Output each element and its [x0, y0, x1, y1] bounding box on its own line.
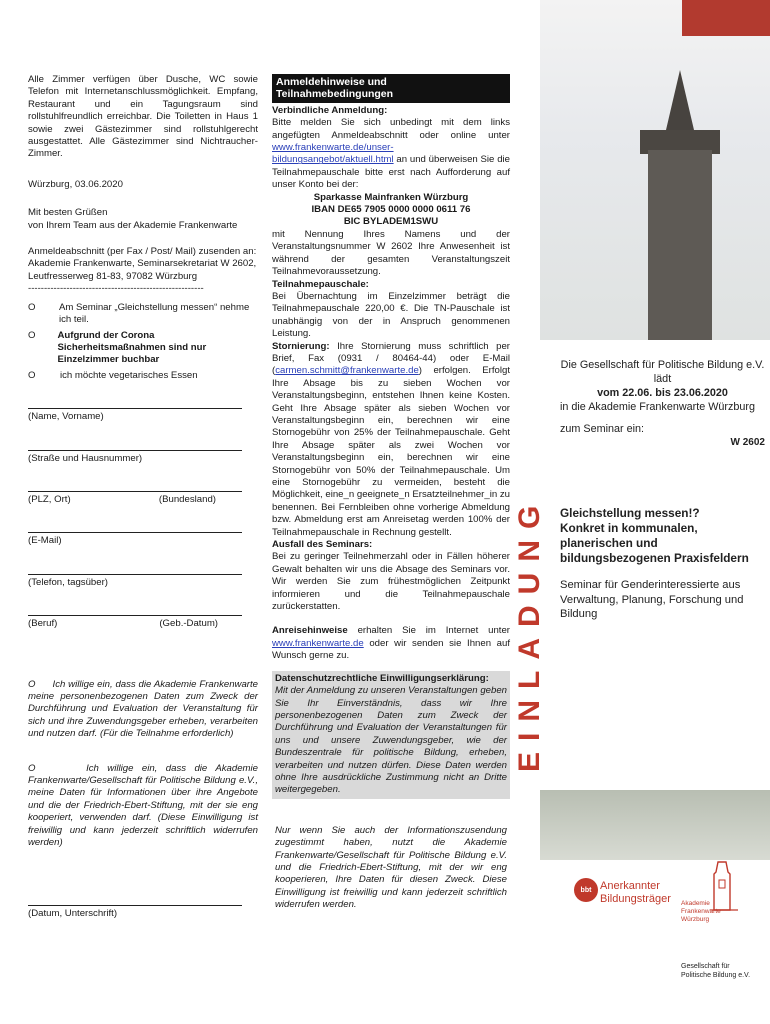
consent-2[interactable]: [28, 763, 258, 850]
checkbox-marker[interactable]: O: [28, 329, 36, 341]
state-label: (Bundesland): [158, 493, 216, 505]
arrival-text-1: erhalten Sie im Internet unter: [357, 625, 510, 637]
privacy-text: Mit der Anmeldung zu unseren Veranstaltungen geben Sie Ihr Einverständnis, dass wir Ihre personenbezogenen Daten zum Zweck der Durchführung und Evaluation der Veranstaltungen für uns und unsere Zuwendungsgeber, wie der Bundeszentrale für politische Bildung, erheben, verarbeiten und nutzen dürfen. Diese Daten werden ohne Ihre ausdrückliche Zustimmung nicht an Dritte weitergegeben.: [275, 685, 507, 796]
gesellschaft-line-2: Politische Bildung e.V.: [681, 972, 751, 979]
checkbox-marker[interactable]: O: [28, 369, 36, 381]
plz-field[interactable]: [28, 465, 242, 492]
garden-photo: [540, 790, 770, 860]
checkbox-marker[interactable]: O: [28, 678, 36, 690]
birth-label: (Geb.-Datum): [159, 618, 218, 630]
consent-1[interactable]: [28, 679, 258, 741]
letter-date: Würzburg, 03.06.2020: [28, 178, 123, 190]
cancel-email-link[interactable]: carmen.schmitt@frankenwarte.de: [275, 365, 419, 377]
tower-body: [648, 150, 712, 340]
cancel-title: Stornierung:: [272, 340, 330, 352]
registration-title: Verbindliche Anmeldung:: [272, 104, 388, 116]
option-label: Aufgrund der Corona Sicherheitsmaßnahmen sind nur Einzelzimmer buchbar: [57, 329, 207, 366]
bank-name: Sparkasse Mainfranken Würzburg: [313, 191, 469, 203]
street-label: (Straße und Hausnummer): [28, 452, 143, 464]
form-address-2: Leutfresserweg 81-83, 97082 Würzburg: [28, 270, 198, 282]
form-intro: Anmeldeabschnitt (per Fax / Post/ Mail) zusenden an:: [28, 246, 257, 258]
akademie-logo-text: [681, 900, 721, 924]
cut-separator: -------------------------------------------------------: [28, 283, 204, 295]
option-label: ich möchte vegetarisches Essen: [60, 369, 198, 381]
fee-text: Bei Übernachtung im Einzelzimmer beträgt die Teilnahmepauschale 220,00 €. Die TN-Pauschale ist unabhängig von der in Anspruch genommenen Leistung.: [272, 290, 510, 340]
email-label: (E-Mail): [28, 535, 62, 547]
registration-link[interactable]: www.frankenwarte.de/unser-bildungsangebot/aktuell.html: [272, 142, 394, 166]
name-label: (Name, Vorname): [28, 411, 104, 423]
plz-label: (PLZ, Ort): [28, 493, 71, 505]
option-vegetarian[interactable]: [28, 370, 258, 382]
registration-column: [28, 74, 258, 921]
arrival-title: Anreisehinweise: [272, 625, 348, 637]
greeting-line-1: Mit besten Grüßen: [28, 207, 108, 219]
email-field[interactable]: [28, 506, 242, 533]
bank-bic: BIC BYLADEM1SWU: [343, 216, 439, 228]
job-label: (Beruf): [28, 618, 58, 630]
invitation-line-3: zum Seminar ein:: [560, 423, 645, 435]
option-label: Am Seminar „Gleichstellung messen“ nehme ich teil.: [58, 301, 250, 326]
phone-label: (Telefon, tagsüber): [28, 576, 108, 588]
accommodation-text: Alle Zimmer verfügen über Dusche, WC sowie Telefon mit Internetanschlussmöglichkeit. Empfang, Restaurant und ein Tagungsraum sind rollstuhlfreundlich erreichbar. Die Toiletten in Haus 1 sowie zwei Gästezimmer sind rollstuhlgerecht ausgestattet. Alle Gästezimmer sind Nichtraucher-Zimmer.: [28, 74, 258, 160]
privacy-box: [272, 671, 510, 799]
bank-iban: IBAN DE65 7905 0000 0000 0611 76: [311, 204, 471, 216]
consent-2-text: Ich willige ein, dass die Akademie Frankenwarte/Gesellschaft für Politische Bildung e.V., meine Daten für Informationen über ihre Angebote und die der Friedrich-Ebert-Stiftung, mit der sie eng kooperiert, verwenden darf. (Diese Einwilligung ist freiwillig und kann jederzeit schriftlich widerrufen werden): [28, 762, 259, 849]
seminar-subtitle-bold: Konkret in kommunalen, planerischen und bildungsbezogenen Praxisfeldern: [560, 521, 749, 565]
option-participate[interactable]: [28, 302, 258, 327]
option-single-room[interactable]: [28, 330, 258, 367]
einladung-vertical: [510, 490, 550, 790]
registration-text-2: an und überweisen Sie die Teilnahmepauschale bitte erst nach Aufforderung auf unser Konto bei der:: [272, 154, 510, 191]
fail-text: Bei zu geringer Teilnehmerzahl oder in Fällen höherer Gewalt behalten wir uns die Absage des Seminars vor. Wir werden Sie zum frühestmöglichen Zeitpunkt informieren und die Teilnahmepauschale zurückerstatten.: [272, 551, 510, 613]
bank-note: mit Nennung Ihres Namens und der Veranstaltungsnummer W 2602 Ihre Anwesenheit ist während der gesamten Veranstaltungszeit Teilnahmevoraussetzung.: [272, 228, 510, 278]
seminar-audience: Seminar für Genderinteressierte aus Verwaltung, Planung, Forschung und Bildung: [560, 579, 744, 620]
invitation-line-2: in die Akademie Frankenwarte Würzburg: [560, 401, 756, 413]
consent-1-text: Ich willige ein, dass die Akademie Frankenwarte meine personenbezogenen Daten zum Zweck der Durchführung und Evaluation der Veranstaltung für sich und ihre Zuwendungsgeber erheben, verarbeiten und nutzen darf. (Für die Teilnahme erforderlich): [28, 678, 258, 740]
red-accent-box: [682, 0, 770, 36]
checkbox-marker[interactable]: O: [28, 762, 36, 774]
fail-title: Ausfall des Seminars:: [272, 539, 373, 551]
privacy-title: Datenschutzrechtliche Einwilligungserklärung:: [275, 672, 489, 684]
checkbox-marker[interactable]: O: [28, 301, 36, 313]
bbt-logo-text: [600, 880, 671, 906]
signature-label: (Datum, Unterschrift): [28, 908, 118, 920]
arrival-text-2: oder wir senden sie Ihnen auf Wunsch gerne zu.: [272, 637, 510, 662]
seminar-code: W 2602: [730, 437, 765, 448]
conditions-column: [272, 74, 510, 912]
fee-title: Teilnahmepauschale:: [272, 278, 369, 290]
registration-text-1: Bitte melden Sie sich unbedingt mit dem links angefügten Anmeldeabschnitt oder online unter: [272, 117, 510, 141]
bbt-line-1: Anerkannter: [600, 880, 660, 892]
form-address-1: Akademie Frankenwarte, Seminarsekretariat W 2602,: [28, 258, 257, 270]
street-field[interactable]: [28, 424, 242, 451]
cover-invitation: [560, 358, 765, 450]
seminar-title: Gleichstellung messen!?: [560, 506, 700, 520]
arrival-link[interactable]: www.frankenwarte.de: [272, 637, 364, 649]
conditions-header: Anmeldehinweise und Teilnahmebedingungen: [272, 74, 510, 103]
cancel-text-2: ) erfolgen. Erfolgt Ihre Absage bis zu sieben Wochen vor Veranstaltungsbeginn, entstehen Ihnen keine Kosten. Geht Ihre Absage später als sieben Wochen vor Veranstaltungsbeginn ein, berechnen wir eine Stornogebühr von 25% der Teilnahmepauschale. Geht Ihre Absage später als zwei Wochen vor Veranstaltungsbeginn ein, berechnen wir eine Stornogebühr von 50% der Teilnahmepauschale. Um eine Stornogebühr zu vermeiden, besteht die Möglichkeit, eine_n geeignete_n Ersatzteilnehmer_in zu benennen. Bei Fernbleiben ohne vorherige Abmeldung bzw. Abmeldung erst am Anreisetag werden 100% der Teilnahmepauschale in Rechnung gestellt.: [272, 365, 510, 538]
seminar-title-block: [560, 506, 765, 566]
phone-field[interactable]: [28, 548, 242, 575]
gesellschaft-line-1: Gesellschaft für: [681, 963, 730, 970]
einladung-text: EINLADUNG: [513, 494, 546, 772]
info-text: Nur wenn Sie auch der Informationszusendung zugestimmt haben, nutzt die Akademie Frankenwarte/Gesellschaft für Politische Bildung e.V. und die Friedrich-Ebert-Stiftung, mit der wir eng kooperieren, Ihre Daten für diesen Zweck. Diese Einwilligung ist freiwillig und kann jederzeit schriftlich widerrufen werden.: [275, 824, 507, 911]
name-field[interactable]: [28, 382, 242, 409]
bbt-line-2: Bildungsträger: [600, 893, 671, 905]
akademie-line-3: Würzburg: [681, 916, 710, 923]
gesellschaft-logo-text: [681, 962, 750, 980]
bbt-logo-icon: bbt: [574, 878, 598, 902]
akademie-line-2: Frankenwarte: [681, 908, 721, 915]
greeting-line-2: von Ihrem Team aus der Akademie Frankenwarte: [28, 219, 238, 231]
job-field[interactable]: [28, 589, 242, 616]
seminar-dates: vom 22.06. bis 23.06.2020: [597, 387, 728, 399]
signature-field[interactable]: [28, 879, 242, 906]
cancel-text-1: Ihre Stornierung muss schriftlich per Brief, Fax (0931 / 80464-44) oder E-Mail (: [272, 340, 511, 377]
tower-roof: [666, 70, 694, 130]
invitation-line-1: Die Gesellschaft für Politische Bildung e.V. lädt: [560, 359, 765, 385]
akademie-line-1: Akademie: [681, 900, 710, 907]
